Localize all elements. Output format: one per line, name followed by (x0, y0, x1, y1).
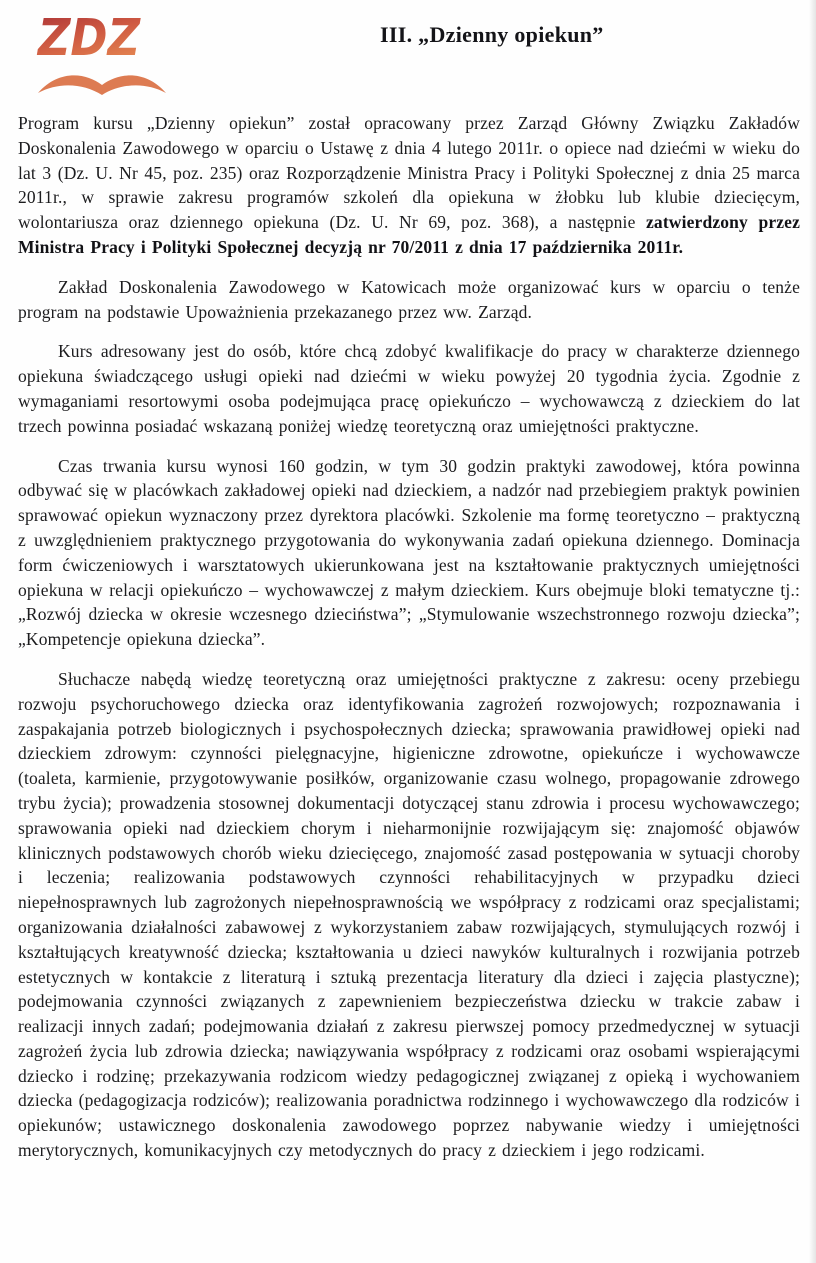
zdz-logo-letters: ZDZ (36, 9, 141, 68)
paragraph-outcomes: Słuchacze nabędą wiedzę teoretyczną oraz umiejętności praktyczne z zakresu: oceny przebiegu rozwoju psychoruchowego dziecka oraz identyfikowania zagrożeń rozwojowych; rozpoznawania i zaspakajania potrzeb biologicznych i psychospołecznych dziecka; sprawowania prawidłowej opieki nad dzieckiem zdrowym: czynności pielęgnacyjne, higieniczne zdrowotne, opiekuńcze i wychowawcze (toaleta, karmienie, przygotowywanie posiłków, organizowanie czasu wolnego, propagowanie zdrowego trybu życia); prowadzenia stosownej dokumentacji dotyczącej stanu zdrowia i procesu wychowawczego; sprawowania opieki nad dzieckiem chorym i nieharmonijnie rozwijającym się: znajomość objawów klinicznych podstawowych chorób wieku dziecięcego, znajomość zasad postępowania w sytuacji choroby i leczenia; realizowania podstawowych czynności rehabilitacyjnych w przypadku dzieci niepełnosprawnych lub zagrożonych niepełnosprawnością we współpracy z rodzicami oraz specjalistami; organizowania działalności zabawowej z wykorzystaniem zabaw rozwijających, stymulujących rozwój i kształtujących kreatywność dziecka; kształtowania u dzieci nawyków kulturalnych i rozwijania potrzeb estetycznych w kontakcie z literaturą i sztuką prezentacja literatury dla dzieci i zajęcia plastyczne); podejmowania czynności związanych z zapewnieniem bezpieczeństwa dziecku w trakcie zabaw i realizacji innych zadań; podejmowania działań z zakresu pierwszej pomocy przedmedycznej w sytuacji zagrożeń życia lub zdrowia dziecka; nawiązywania współpracy z rodzicami oraz osobami wspierającymi dziecko i rodzinę; przekazywania rodzicom wiedzy pedagogicznej związanej z opieką i wychowaniem dziecka (pedagogizacja rodziców); realizowania poradnictwa rodzinnego i wychowawczego dla rodziców i opiekunów; ustawicznego doskonalenia zawodowego poprzez nabywanie wiedzy i umiejętności merytorycznych, komunikacyjnych czy metodycznych do pracy z dzieckiem i jego rodzicami. (18, 668, 800, 1161)
document-body (18, 111, 800, 1178)
paragraph-intro-normal-text: Program kursu „Dzienny opiekun” został opracowany przez Zarząd Główny Związku Zakładów Doskonalenia Zawodowego w oparciu o Ustawę z dnia 4 lutego 2011r. o opiece nad dziećmi w wieku do lat 3 (Dz. U. Nr 45, poz. 235) oraz Rozporządzenie Ministra Pracy i Polityki Społecznej z dnia 25 marca 2011r., w sprawie zakresu programów szkoleń dla opiekuna w żłobku lub klubie dziecięcym, wolontariusza oraz dziennego opiekuna (Dz. U. Nr 69, poz. 368), a następnie (18, 113, 800, 233)
paragraph-audience: Kurs adresowany jest do osób, które chcą zdobyć kwalifikacje do pracy w charakterze dziennego opiekuna świadczącego usługi opieki nad dziećmi w wieku powyżej 20 tygodnia życia. Zgodnie z wymaganiami resortowymi osoba podejmująca pracę opiekuńczo – wychowawczą z dzieckiem do lat trzech powinna posiadać wskazaną poniżej wiedzę teoretyczną oraz umiejętności praktyczne. (18, 341, 800, 436)
paragraph-authorization: Zakład Doskonalenia Zawodowego w Katowicach może organizować kurs w oparciu o tenże program na podstawie Upoważnienia przekazanego przez ww. Zarząd. (18, 276, 800, 322)
paragraph-intro-bold-text: zatwierdzony przez Ministra Pracy i Polityki Społecznej decyzją nr 70/2011 z dnia 17 października 2011r. (18, 212, 800, 257)
open-book-icon (38, 75, 166, 95)
page-title: III. „Dzienny opiekun” (380, 22, 604, 47)
zdz-logo-graphic (34, 8, 172, 96)
paragraph-duration: Czas trwania kursu wynosi 160 godzin, w tym 30 godzin praktyki zawodowej, która powinna odbywać się w placówkach zakładowej opieki nad dzieckiem, a nadzór nad przebiegiem praktyk powinien sprawować opiekun wyznaczony przez dyrektora placówki. Szkolenie ma formę teoretyczno – praktyczną z uwzględnieniem praktycznego przygotowania do wykonywania zadań opiekuna dziennego. Dominacja form ćwiczeniowych i warsztatowych ukierunkowana jest na kształtowanie praktycznych umiejętności opiekuna w relacji opiekuńczo – wychowawczej z małym dzieckiem. Kurs obejmuje bloki tematyczne tj.: „Rozwój dziecka w okresie wczesnego dzieciństwa”; „Stymulowanie wszechstronnego rozwoju dziecka”; „Kompetencje opiekuna dziecka”. (18, 455, 800, 650)
scan-edge-shadow (809, 0, 816, 1263)
zdz-logo (34, 8, 172, 96)
paragraph-intro (18, 111, 800, 260)
